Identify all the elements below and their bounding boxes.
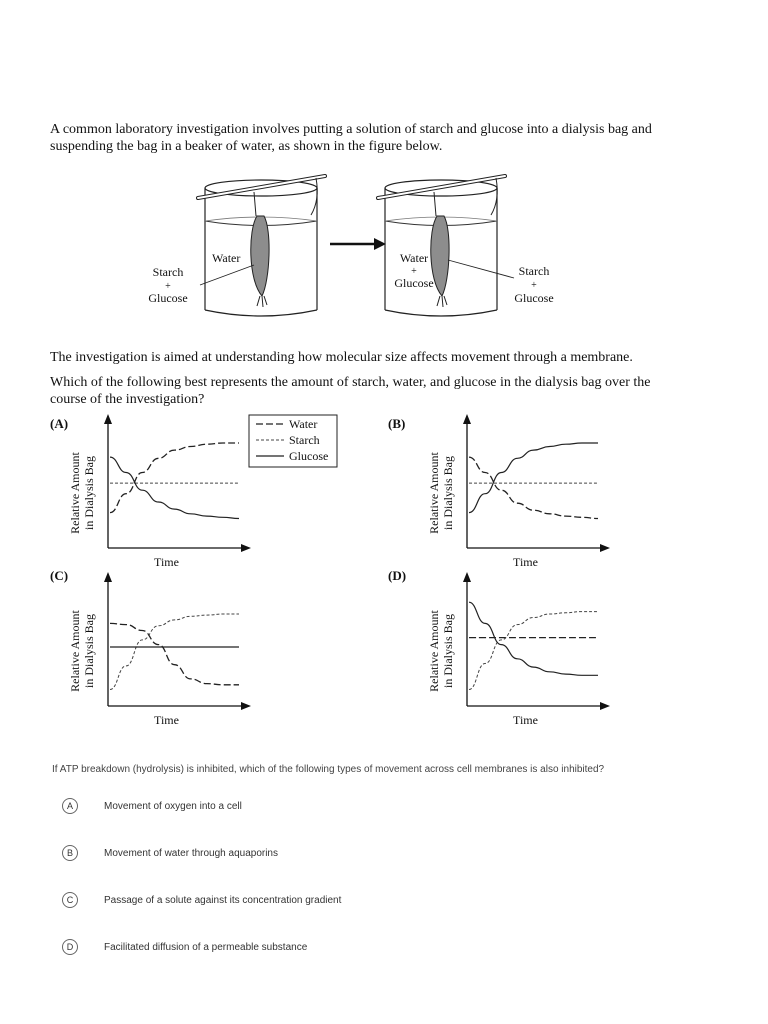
- y-axis-arrow-icon: [104, 414, 112, 424]
- option-b-text: Movement of water through aquaporins: [104, 847, 278, 859]
- option-d-text: Facilitated diffusion of a permeable substance: [104, 941, 308, 953]
- y-axis-label-line2: in Dialysis Bag: [82, 456, 96, 530]
- y-axis-label-line2: in Dialysis Bag: [441, 456, 455, 530]
- option-b-badge[interactable]: B: [62, 845, 78, 861]
- graph-letter-a: (A): [50, 416, 69, 431]
- x-axis-label: Time: [513, 713, 538, 727]
- graph-letter-b: (B): [388, 416, 406, 431]
- left-bag-label-glucose: Glucose: [148, 291, 188, 305]
- right-bag-label-plus: +: [531, 280, 537, 291]
- option-a-badge[interactable]: A: [62, 798, 78, 814]
- x-axis-label: Time: [513, 555, 538, 569]
- x-axis-arrow-icon: [241, 702, 251, 710]
- left-bag-label-plus: +: [165, 281, 171, 292]
- series-glucose-line: [469, 443, 598, 513]
- legend: [249, 415, 337, 467]
- graph-a: [50, 414, 251, 569]
- y-axis-label-line1: Relative Amount: [427, 452, 441, 534]
- left-water-label: Water: [212, 251, 241, 265]
- question-intro: A common laboratory investigation involves putting a solution of starch and glucose into a dialysis bag and suspending the bag in a beaker of water, as shown in the figure below.: [50, 122, 652, 154]
- graph-c: [50, 568, 251, 727]
- series-water-line: [469, 457, 598, 518]
- question2-stem: If ATP breakdown (hydrolysis) is inhibited, which of the following types of movement across cell membranes is also inhibited?: [52, 764, 605, 775]
- y-axis-label-line2: in Dialysis Bag: [82, 614, 96, 688]
- x-axis-label: Time: [154, 713, 179, 727]
- y-axis-label-line1: Relative Amount: [68, 452, 82, 534]
- y-axis-arrow-icon: [463, 414, 471, 424]
- option-d-badge[interactable]: D: [62, 939, 78, 955]
- legend-glucose-label: Glucose: [289, 449, 329, 463]
- x-axis-arrow-icon: [600, 544, 610, 552]
- y-axis-label-line1: Relative Amount: [427, 610, 441, 692]
- y-axis-label-line1: Relative Amount: [68, 610, 82, 692]
- answer-option-c[interactable]: [62, 890, 342, 910]
- series-water-line: [110, 623, 239, 684]
- y-axis-label-line2: in Dialysis Bag: [441, 614, 455, 688]
- graph-letter-c: (C): [50, 568, 69, 583]
- series-water-line: [110, 443, 239, 513]
- legend-water-label: Water: [289, 417, 318, 431]
- question-stem-1: The investigation is aimed at understanding how molecular size affects movement through a membrane.: [50, 350, 633, 365]
- series-glucose-line: [110, 457, 239, 518]
- graph-d: [388, 568, 610, 727]
- legend-starch-label: Starch: [289, 433, 320, 447]
- option-a-text: Movement of oxygen into a cell: [104, 800, 242, 812]
- question-stem-2: Which of the following best represents the amount of starch, water, and glucose in the dialysis bag over the course of the investigation?: [50, 375, 651, 407]
- answer-option-a[interactable]: [62, 796, 242, 816]
- right-bag-label-starch: Starch: [518, 264, 550, 278]
- option-c-badge[interactable]: C: [62, 892, 78, 908]
- series-starch-line: [110, 614, 239, 690]
- x-axis-arrow-icon: [600, 702, 610, 710]
- series-starch-line: [469, 612, 598, 690]
- right-water-label: Water: [399, 251, 429, 265]
- y-axis-arrow-icon: [104, 572, 112, 582]
- answer-option-b[interactable]: [62, 843, 278, 863]
- y-axis-arrow-icon: [463, 572, 471, 582]
- graph-letter-d: (D): [388, 568, 407, 583]
- right-glucose-label: Glucose: [394, 276, 434, 290]
- x-axis-label: Time: [154, 555, 179, 569]
- right-bag-label-glucose: Glucose: [514, 291, 554, 305]
- series-glucose-line: [469, 602, 598, 675]
- answer-option-d[interactable]: [62, 937, 308, 957]
- option-c-text: Passage of a solute against its concentration gradient: [104, 894, 342, 906]
- graph-b: [388, 414, 610, 569]
- left-bag-label-starch: Starch: [152, 265, 184, 279]
- x-axis-arrow-icon: [241, 544, 251, 552]
- right-plus-label: +: [411, 266, 417, 277]
